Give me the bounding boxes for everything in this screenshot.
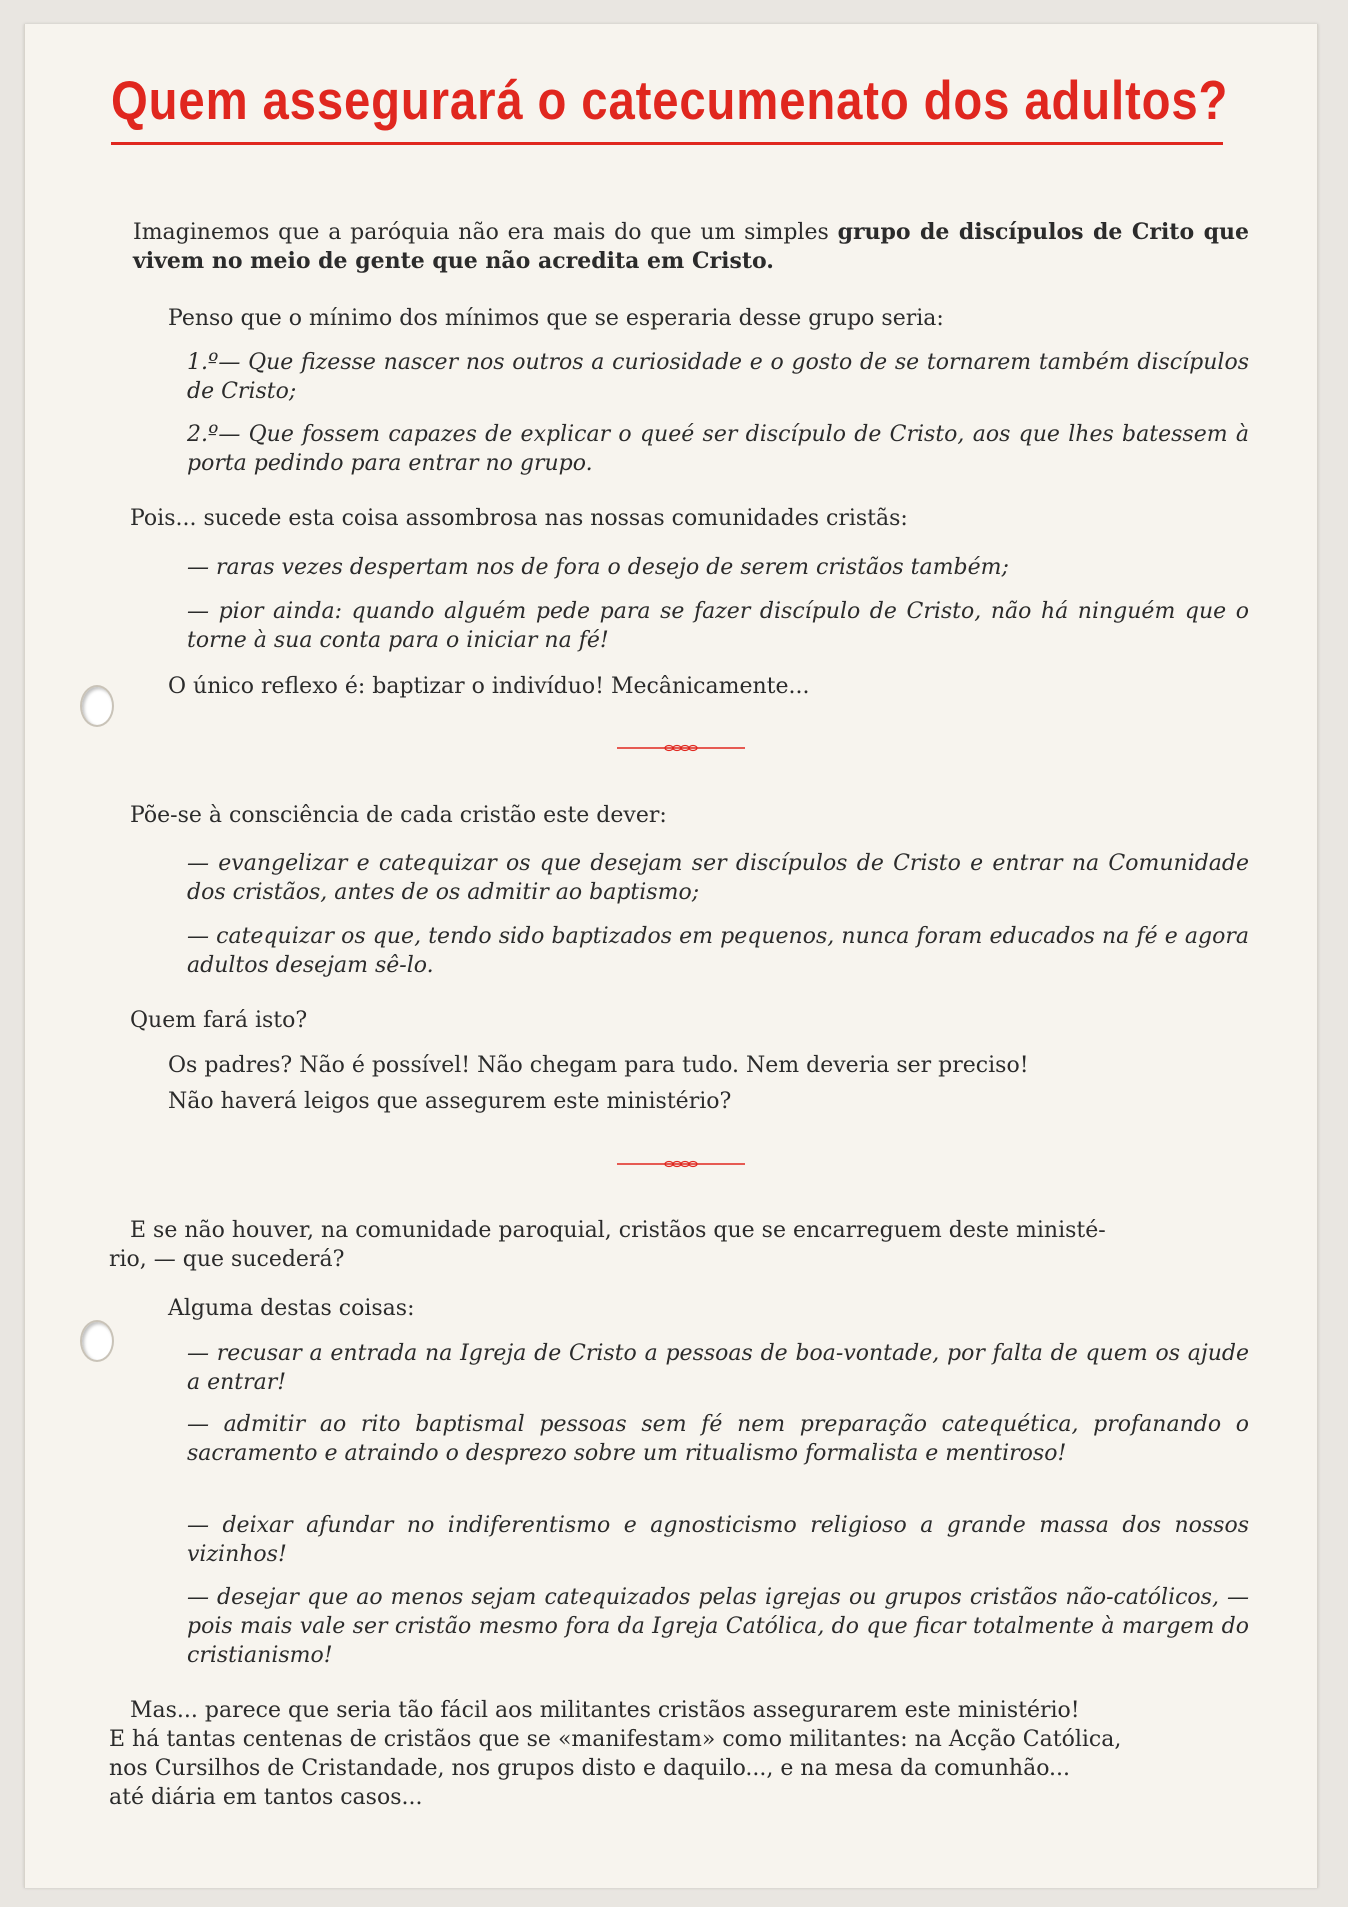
quem-paragraph: Quem fará isto? — [130, 1008, 308, 1033]
ornament-divider — [617, 744, 745, 750]
list1-item-1 — [187, 348, 1249, 406]
page-title: Quem assegurará o catecumenato dos adultos? — [111, 69, 1229, 131]
poese-paragraph: Põe-se à consciência de cada cristão este dever: — [130, 803, 667, 828]
pois-paragraph: Pois... sucede esta coisa assombrosa nas nossas comunidades cristãs: — [130, 506, 908, 531]
alguma-paragraph: Alguma destas coisas: — [168, 1296, 415, 1321]
intro-normal-text: Imaginemos que a paróquia não era mais do que um simples — [133, 220, 838, 245]
dash2-item-2: — catequizar os que, tendo sido baptizados em pequenos, nunca foram educados na fé e agora adultos desejam sê-lo. — [187, 924, 1249, 978]
dash3-item-2: — admitir ao rito baptismal pessoas sem fé nem preparação catequética, profanando o sacramento e atraindo o desprezo sobre um ritualismo formalista e mentiroso! — [187, 1412, 1249, 1466]
title-underline — [111, 142, 1223, 145]
ornament-divider — [617, 1160, 745, 1166]
mas-line-3: nos Cursilhos de Cristandade, nos grupos disto e daquilo..., e na mesa da comunhão... — [109, 1756, 1071, 1781]
dash2-item-1: — evangelizar e catequizar os que desejam ser discípulos de Cristo e entrar na Comunidade dos cristãos, antes de os admitir ao baptismo; — [187, 851, 1249, 905]
list1-number: 1.º — [187, 350, 219, 375]
intro-bold-text: grupo de discípulos de Crito que vivem no meio de gente que não acredita em Cristo. — [133, 219, 1249, 274]
padres-line-2: Não haverá leigos que assegurem este ministério? — [168, 1089, 732, 1114]
unico-paragraph: O único reflexo é: baptizar o indivíduo! Mecânicamente... — [168, 674, 810, 699]
intro-paragraph — [133, 218, 1249, 276]
list1-text: — Que fizesse nascer nos outros a curiosidade e o gosto de se tornarem também discípulos de Cristo; — [187, 350, 1249, 404]
dash3-item-3: — deixar afundar no indiferentismo e agnosticismo religioso a grande massa dos nossos vizinhos! — [187, 1513, 1249, 1567]
document-page — [24, 24, 1318, 1888]
mas-line-4: até diária em tantos casos... — [109, 1785, 423, 1810]
list1-number: 2.º — [187, 422, 219, 447]
dash3-item-4: — desejar que ao menos sejam catequizados pelas igrejas ou grupos cristãos não-católicos, — pois mais vale ser cristão mesmo fora da Igreja Católica, do que ficar totalmente à margem do cristianismo! — [187, 1585, 1249, 1668]
list1-text: — Que fossem capazes de explicar o queé ser discípulo de Cristo, aos que lhes batessem à porta pedindo para entrar no grupo. — [187, 422, 1249, 476]
ese-line-1: E se não houver, na comunidade paroquial, cristãos que se encarreguem deste ministé- — [130, 1218, 1106, 1243]
list1-item-2 — [187, 420, 1249, 478]
dash3-item-1: — recusar a entrada na Igreja de Cristo a pessoas de boa-vontade, por falta de quem os ajude a entrar! — [187, 1341, 1249, 1395]
punch-hole-top — [80, 685, 114, 727]
dash1-item-2: — pior ainda: quando alguém pede para se fazer discípulo de Cristo, não há ninguém que o torne à sua conta para o iniciar na fé! — [187, 599, 1249, 653]
padres-line-1: Os padres? Não é possível! Não chegam para tudo. Nem deveria ser preciso! — [168, 1053, 1029, 1078]
dash1-item-1: — raras vezes despertam nos de fora o desejo de serem cristãos também; — [187, 555, 1009, 580]
penso-paragraph: Penso que o mínimo dos mínimos que se esperaria desse grupo seria: — [168, 306, 944, 331]
mas-line-2: E há tantas centenas de cristãos que se «manifestam» como militantes: na Acção Católica, — [109, 1727, 1122, 1752]
mas-line-1: Mas... parece que seria tão fácil aos militantes cristãos assegurarem este ministério! — [130, 1698, 1080, 1723]
punch-hole-bottom — [80, 1320, 114, 1362]
ese-line-2: rio, — que sucederá? — [109, 1247, 345, 1272]
